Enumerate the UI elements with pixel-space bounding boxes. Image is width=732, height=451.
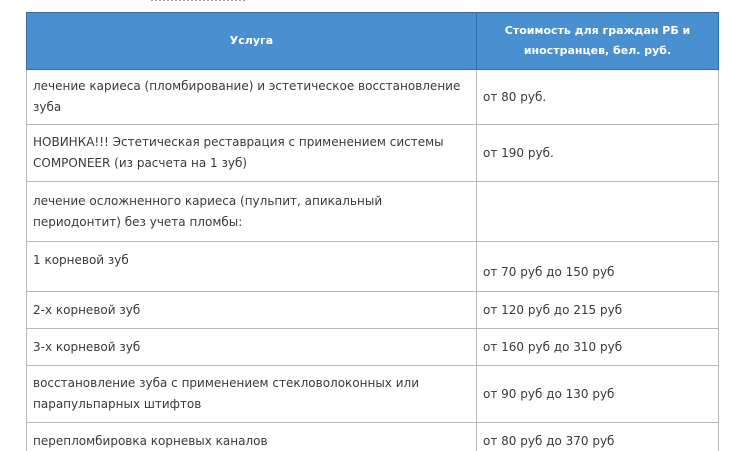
service-cell: 1 корневой зуб [27,242,477,292]
price-cell [477,182,719,242]
table-row [27,366,719,423]
table-header-row [27,13,719,70]
price-cell: от 70 руб до 150 руб [477,242,719,292]
table-row [27,182,719,242]
table-row [27,70,719,125]
price-cell: от 160 руб до 310 руб [477,329,719,366]
clipped-text-above-table [150,0,246,4]
service-cell: 3-х корневой зуб [27,329,477,366]
service-cell: восстановление зуба с применением стекловолоконных или парапульпарных штифтов [27,366,477,423]
price-cell: от 90 руб до 130 руб [477,366,719,423]
service-cell: лечение осложненного кариеса (пульпит, апикальный периодонтит) без учета пломбы: [27,182,477,242]
header-price: Стоимость для граждан РБ и иностранцев, бел. руб. [477,13,719,70]
table-row [27,292,719,329]
table-row [27,125,719,182]
service-cell: 2-х корневой зуб [27,292,477,329]
price-table [26,12,719,451]
service-cell: НОВИНКА!!! Эстетическая реставрация с применением системы COMPONEER (из расчета на 1 зуб) [27,125,477,182]
service-cell: лечение кариеса (пломбирование) и эстетическое восстановление зуба [27,70,477,125]
price-cell: от 80 руб. [477,70,719,125]
header-service: Услуга [27,13,477,70]
service-cell: перепломбировка корневых каналов [27,423,477,451]
price-cell: от 190 руб. [477,125,719,182]
table-row [27,423,719,451]
table-row [27,329,719,366]
price-cell: от 80 руб до 370 руб [477,423,719,451]
price-cell: от 120 руб до 215 руб [477,292,719,329]
table-row [27,242,719,292]
